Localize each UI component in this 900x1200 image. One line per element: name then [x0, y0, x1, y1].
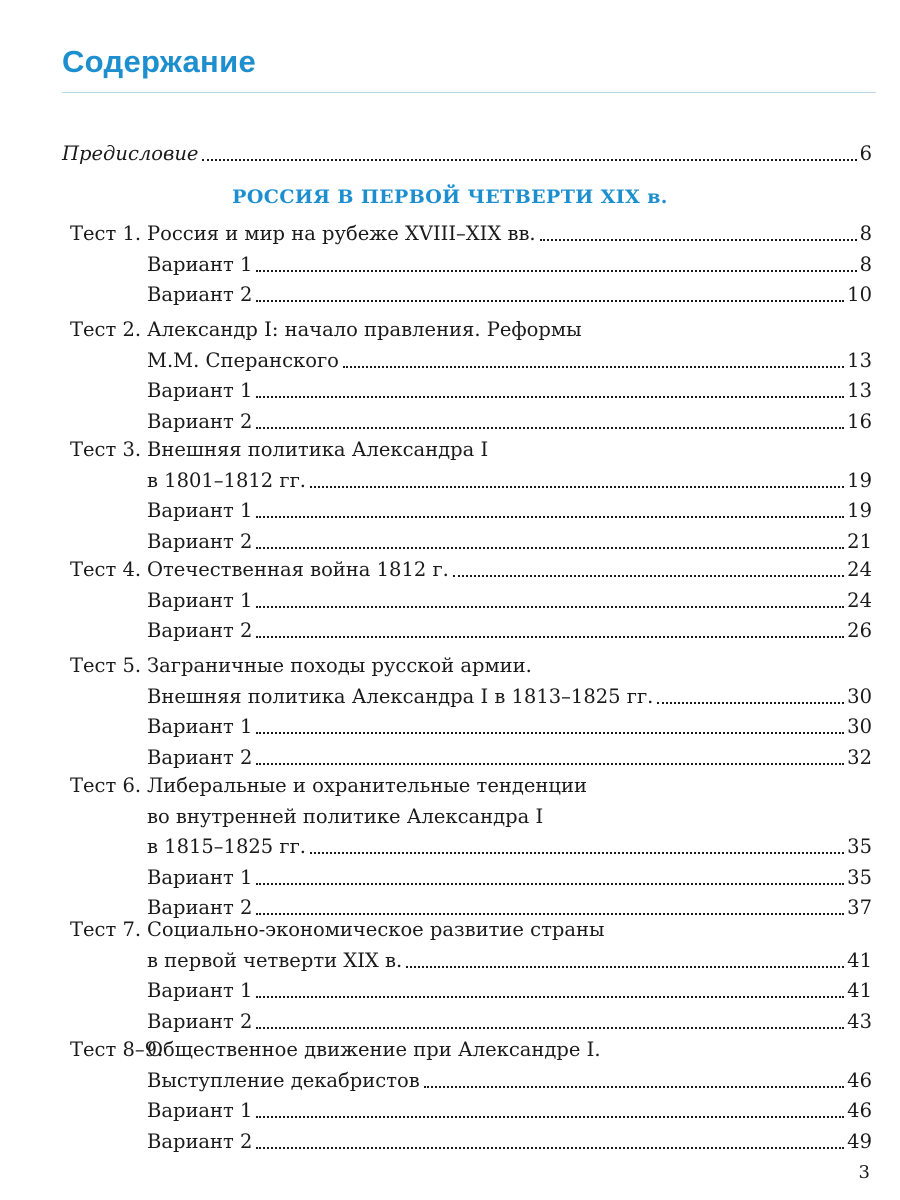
test-title-line — [147, 432, 872, 462]
preface-label: Предисловие — [62, 142, 199, 165]
dot-leader — [256, 1026, 844, 1029]
test-title: Отечественная война 1812 г. — [147, 558, 449, 581]
test-title: Выступление декабристов — [147, 1068, 420, 1092]
test-title-line — [147, 552, 872, 582]
variant-label: Вариант 2 — [147, 283, 253, 306]
variant-line — [147, 709, 872, 739]
variant-line — [147, 740, 872, 770]
test-title: Общественное движение при Александре I. — [147, 1038, 601, 1061]
variant-line — [147, 404, 872, 434]
variant-line — [147, 973, 872, 1003]
page-number: 3 — [858, 1162, 870, 1183]
dot-leader — [540, 238, 857, 241]
dot-leader — [256, 882, 844, 885]
dot-leader — [256, 269, 856, 272]
preface-page: 6 — [859, 142, 872, 165]
test-number: Тест 6. — [70, 774, 142, 797]
variant-label: Вариант 1 — [147, 499, 253, 522]
test-number: Тест 7. — [70, 918, 142, 941]
test-title-line — [147, 343, 872, 373]
test-title: Либеральные и охранительные тенденции — [147, 774, 587, 797]
dot-leader — [256, 635, 844, 638]
test-title-line — [147, 943, 872, 973]
variant-line — [147, 1004, 872, 1034]
test-page: 13 — [847, 348, 872, 372]
variant-line — [147, 613, 872, 643]
variant-page: 26 — [847, 619, 872, 642]
variant-page: 24 — [847, 588, 872, 612]
variant-page: 16 — [847, 409, 872, 433]
dot-leader — [310, 851, 844, 854]
test-title-line — [147, 768, 872, 798]
variant-label: Вариант 1 — [147, 379, 253, 402]
test-title: во внутренней политике Александра I — [147, 804, 544, 828]
test-page: 41 — [847, 948, 872, 972]
variant-page: 10 — [847, 283, 872, 306]
variant-label: Вариант 1 — [147, 252, 253, 276]
test-title-line — [147, 912, 872, 942]
variant-page: 49 — [847, 1129, 872, 1153]
dot-leader — [453, 574, 844, 577]
dot-leader — [343, 365, 844, 368]
dot-leader — [256, 299, 844, 302]
test-title: Внешняя политика Александра I — [147, 438, 489, 461]
dot-leader — [256, 762, 844, 765]
dot-leader — [256, 995, 844, 998]
variant-label: Вариант 1 — [147, 715, 253, 738]
test-number: Тест 4. — [70, 558, 142, 581]
test-title: в 1815–1825 гг. — [147, 835, 307, 858]
dot-leader — [256, 515, 844, 518]
dot-leader — [256, 395, 844, 398]
variant-page: 13 — [847, 379, 872, 402]
dot-leader — [406, 965, 844, 968]
variant-label: Вариант 1 — [147, 588, 253, 612]
dot-leader — [256, 1146, 844, 1149]
dot-leader — [256, 426, 844, 429]
variant-line — [147, 277, 872, 307]
test-title: в первой четверти XIX в. — [147, 948, 403, 972]
test-number: Тест 3. — [70, 438, 142, 461]
test-page: 24 — [847, 558, 872, 581]
variant-line — [147, 524, 872, 554]
variant-page: 43 — [847, 1009, 872, 1033]
variant-line — [147, 1093, 872, 1123]
test-number: Тест 2. — [70, 318, 142, 341]
section-heading: РОССИЯ В ПЕРВОЙ ЧЕТВЕРТИ XIX в. — [232, 186, 668, 208]
variant-page: 35 — [847, 865, 872, 889]
test-title-line — [147, 648, 872, 678]
preface-entry — [0, 136, 900, 166]
variant-page: 41 — [847, 979, 872, 1002]
dot-leader — [256, 731, 844, 734]
test-page: 46 — [847, 1068, 872, 1092]
test-title-line — [147, 1032, 872, 1062]
dot-leader — [202, 158, 856, 161]
dot-leader — [256, 1115, 844, 1118]
test-title-line — [147, 799, 872, 829]
test-page: 19 — [847, 468, 872, 492]
variant-label: Вариант 1 — [147, 865, 253, 889]
test-title: Социально-экономическое развитие страны — [147, 918, 605, 941]
dot-leader — [310, 485, 844, 488]
test-title: М.М. Сперанского — [147, 348, 339, 372]
test-number: Тест 5. — [70, 654, 142, 677]
variant-label: Вариант 2 — [147, 1009, 253, 1033]
variant-line — [147, 493, 872, 523]
variant-page: 46 — [847, 1099, 872, 1122]
dot-leader — [256, 546, 844, 549]
variant-page: 37 — [847, 896, 872, 919]
variant-line — [147, 373, 872, 403]
test-title-line — [147, 312, 872, 342]
page-title: Содержание — [62, 44, 256, 79]
dot-leader — [657, 701, 844, 704]
variant-page: 32 — [847, 745, 872, 769]
test-title: в 1801–1812 гг. — [147, 468, 307, 492]
test-title-line — [147, 1063, 872, 1093]
variant-label: Вариант 2 — [147, 745, 253, 769]
test-page: 30 — [847, 684, 872, 708]
variant-page: 21 — [847, 529, 872, 553]
dot-leader — [256, 605, 844, 608]
test-title: Внешняя политика Александра I в 1813–1825 гг. — [147, 684, 654, 708]
test-page: 35 — [847, 835, 872, 858]
variant-page: 8 — [859, 252, 872, 276]
test-number: Тест 1. — [70, 222, 142, 245]
variant-page: 19 — [847, 499, 872, 522]
variant-label: Вариант 1 — [147, 1099, 253, 1122]
variant-label: Вариант 2 — [147, 409, 253, 433]
variant-label: Вариант 2 — [147, 529, 253, 553]
test-title-line — [147, 679, 872, 709]
dot-leader — [424, 1085, 844, 1088]
preface-line — [62, 136, 872, 166]
variant-line — [147, 583, 872, 613]
test-title: Александр I: начало правления. Реформы — [147, 318, 582, 341]
variant-line — [147, 860, 872, 890]
test-title-line — [147, 463, 872, 493]
test-title-line — [147, 216, 872, 246]
title-rule — [62, 92, 876, 93]
variant-label: Вариант 2 — [147, 619, 253, 642]
test-title-line — [147, 829, 872, 859]
test-page: 8 — [859, 222, 872, 245]
test-number: Тест 8–9. — [70, 1038, 164, 1061]
variant-page: 30 — [847, 715, 872, 738]
variant-line — [147, 1124, 872, 1154]
test-title: Россия и мир на рубеже XVIII–XIX вв. — [147, 222, 536, 245]
variant-label: Вариант 1 — [147, 979, 253, 1002]
test-title: Заграничные походы русской армии. — [147, 654, 532, 677]
variant-line — [147, 247, 872, 277]
variant-label: Вариант 2 — [147, 896, 253, 919]
variant-label: Вариант 2 — [147, 1129, 253, 1153]
